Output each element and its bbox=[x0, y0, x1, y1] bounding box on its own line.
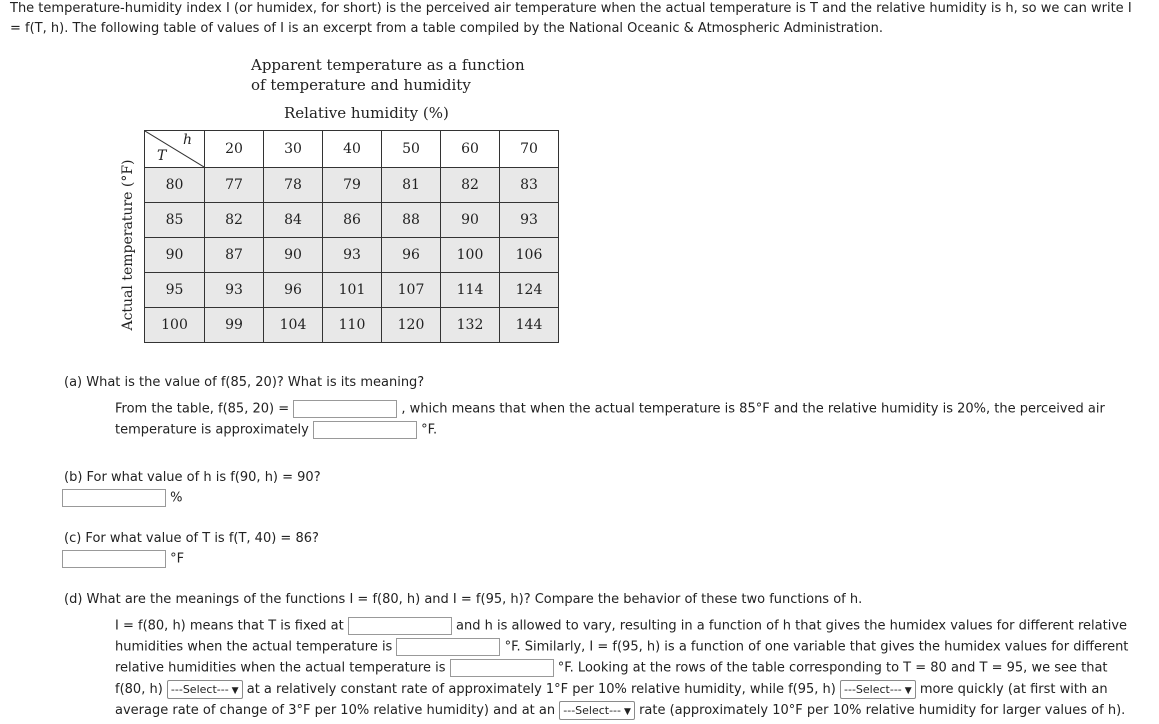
table-cell: 77 bbox=[205, 168, 264, 203]
part-b-answer-row bbox=[62, 489, 183, 507]
table-cell: 110 bbox=[323, 308, 382, 343]
table-cell: 87 bbox=[205, 238, 264, 273]
chevron-down-icon: ▼ bbox=[624, 707, 631, 717]
table-cell: 114 bbox=[441, 273, 500, 308]
table-cell: 82 bbox=[441, 168, 500, 203]
part-a-from-table: From the table, f(85, 20) = bbox=[115, 401, 290, 417]
table-cell: 90 bbox=[441, 203, 500, 238]
select-label: ---Select--- bbox=[170, 683, 229, 696]
part-d-text: more quickly (at first with an bbox=[919, 682, 1108, 697]
table-cell: 79 bbox=[323, 168, 382, 203]
table-cell: 96 bbox=[264, 273, 323, 308]
part-d-line-2 bbox=[115, 638, 1128, 656]
part-d-text: °F. Similarly, I = f(95, h) is a function of one variable that gives the humidex values for different bbox=[504, 639, 1129, 655]
part-d-text: average rate of change of 3°F per 10% relative humidity) and at an bbox=[115, 703, 556, 718]
row-axis-label: Actual temperature (°F) bbox=[120, 159, 136, 331]
table-cell: 90 bbox=[264, 238, 323, 273]
table-row bbox=[145, 273, 559, 308]
table-cell: 81 bbox=[382, 168, 441, 203]
f95-behavior-select[interactable] bbox=[840, 680, 916, 699]
figure-title-1: Apparent temperature as a function bbox=[251, 56, 525, 74]
table-cell: 96 bbox=[382, 238, 441, 273]
part-d-text: at a relatively constant rate of approximately 1°F per 10% relative humidity, while f(95, h) bbox=[246, 682, 836, 697]
table-row bbox=[145, 168, 559, 203]
part-d-line-5 bbox=[115, 701, 1125, 720]
part-c-question: (c) For what value of T is f(T, 40) = 86? bbox=[64, 531, 319, 546]
part-d-text: humidities when the actual temperature is bbox=[115, 639, 393, 655]
table-row bbox=[145, 308, 559, 343]
temperature-label: 80 bbox=[145, 168, 205, 203]
table-cell: 132 bbox=[441, 308, 500, 343]
humidity-header: 20 bbox=[205, 131, 264, 168]
table-cell: 120 bbox=[382, 308, 441, 343]
part-a-unit: °F. bbox=[421, 422, 438, 438]
fixed-T-answer-field[interactable] bbox=[348, 617, 452, 635]
table-cell: 99 bbox=[205, 308, 264, 343]
part-d-text: f(80, h) bbox=[115, 682, 163, 697]
T-value-answer-field[interactable] bbox=[62, 550, 166, 568]
part-c-answer-row bbox=[62, 550, 184, 568]
perceived-temp-answer-field[interactable] bbox=[313, 421, 417, 439]
table-header-row bbox=[145, 131, 559, 168]
humidity-header: 60 bbox=[441, 131, 500, 168]
table-cell: 144 bbox=[500, 308, 559, 343]
table-cell: 93 bbox=[323, 238, 382, 273]
part-d-text: °F. Looking at the rows of the table corresponding to T = 80 and T = 95, we see that bbox=[557, 660, 1108, 676]
temperature-label: 100 bbox=[145, 308, 205, 343]
actual-temp-95-answer-field[interactable] bbox=[450, 659, 554, 677]
intro-line-2: = f(T, h). The following table of values of I is an excerpt from a table compiled by the National Oceanic & Atmospheric Administration. bbox=[10, 21, 884, 36]
table-row bbox=[145, 238, 559, 273]
table-cell: 86 bbox=[323, 203, 382, 238]
table-cell: 88 bbox=[382, 203, 441, 238]
corner-diagonal bbox=[145, 131, 204, 167]
temperature-label: 90 bbox=[145, 238, 205, 273]
chevron-down-icon: ▼ bbox=[231, 686, 239, 696]
humidity-header: 70 bbox=[500, 131, 559, 168]
humidity-header: 40 bbox=[323, 131, 382, 168]
table-cell: 93 bbox=[205, 273, 264, 308]
part-a-line-2 bbox=[115, 421, 437, 439]
table-cell: 93 bbox=[500, 203, 559, 238]
chevron-down-icon: ▼ bbox=[904, 686, 912, 696]
part-b-unit: % bbox=[170, 490, 183, 506]
table-corner-cell bbox=[145, 131, 205, 168]
table-cell: 100 bbox=[441, 238, 500, 273]
humidity-header: 50 bbox=[382, 131, 441, 168]
table-row bbox=[145, 203, 559, 238]
part-d-line-4 bbox=[115, 680, 1108, 699]
temperature-label: 85 bbox=[145, 203, 205, 238]
intro-line-1: The temperature-humidity index I (or humidex, for short) is the perceived air temperature when the actual temperature is T and the relative humidity is h, so we can write I bbox=[10, 1, 1132, 16]
part-d-text: rate (approximately 10°F per 10% relative humidity for larger values of h). bbox=[639, 703, 1126, 718]
part-a-temp-approx: temperature is approximately bbox=[115, 422, 309, 438]
table-cell: 106 bbox=[500, 238, 559, 273]
actual-temp-80-answer-field[interactable] bbox=[396, 638, 500, 656]
column-axis-label: Relative humidity (%) bbox=[284, 104, 449, 122]
part-d-text: and h is allowed to vary, resulting in a function of h that gives the humidex values for different relative bbox=[456, 618, 1128, 634]
part-a-meaning: , which means that when the actual temperature is 85°F and the relative humidity is 20%, the perceived air bbox=[401, 401, 1105, 417]
part-d-text: I = f(80, h) means that T is fixed at bbox=[115, 618, 344, 634]
f85-20-answer-field[interactable] bbox=[293, 400, 397, 418]
table-cell: 82 bbox=[205, 203, 264, 238]
table-cell: 84 bbox=[264, 203, 323, 238]
select-label: ---Select--- bbox=[563, 704, 621, 717]
part-d-line-3 bbox=[115, 659, 1108, 677]
humidex-table bbox=[144, 130, 559, 343]
table-cell: 104 bbox=[264, 308, 323, 343]
part-c-unit: °F bbox=[170, 551, 185, 567]
table-cell: 78 bbox=[264, 168, 323, 203]
table-cell: 124 bbox=[500, 273, 559, 308]
f80-behavior-select[interactable] bbox=[167, 680, 243, 699]
table-cell: 107 bbox=[382, 273, 441, 308]
corner-h-label: h bbox=[183, 132, 193, 148]
rate-behavior-select[interactable] bbox=[559, 701, 635, 720]
select-label: ---Select--- bbox=[844, 683, 902, 696]
table-cell: 83 bbox=[500, 168, 559, 203]
figure-title-2: of temperature and humidity bbox=[251, 76, 471, 94]
part-d-line-1 bbox=[115, 617, 1127, 635]
part-d-text: relative humidities when the actual temperature is bbox=[115, 660, 446, 676]
part-b-question: (b) For what value of h is f(90, h) = 90? bbox=[64, 470, 321, 485]
corner-T-label: T bbox=[157, 148, 167, 164]
part-a-question: (a) What is the value of f(85, 20)? What is its meaning? bbox=[64, 375, 425, 390]
part-d-question: (d) What are the meanings of the functions I = f(80, h) and I = f(95, h)? Compare the behavior of these two functions of h. bbox=[64, 592, 863, 607]
humidity-header: 30 bbox=[264, 131, 323, 168]
temperature-label: 95 bbox=[145, 273, 205, 308]
table-cell: 101 bbox=[323, 273, 382, 308]
part-a-line-1 bbox=[115, 400, 1105, 418]
h-value-answer-field[interactable] bbox=[62, 489, 166, 507]
